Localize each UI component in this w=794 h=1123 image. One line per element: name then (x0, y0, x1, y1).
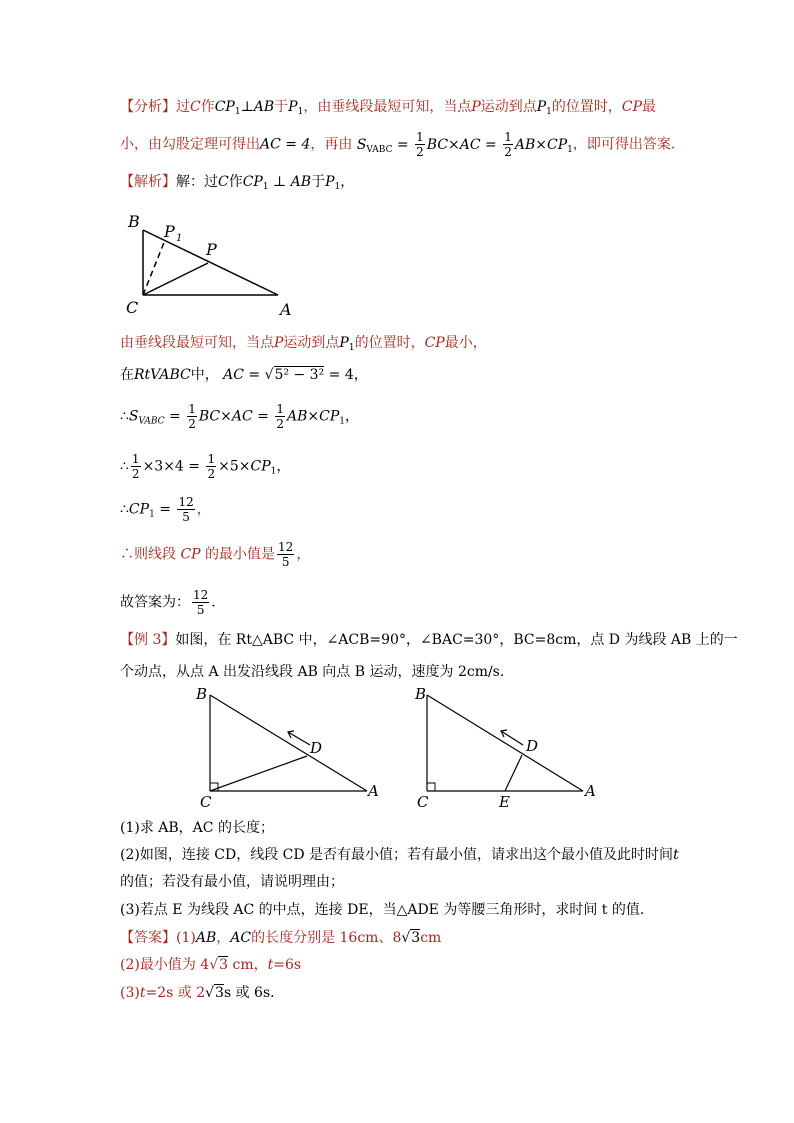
label-B: B (128, 212, 140, 231)
fig3-label-B: B (415, 685, 427, 703)
answer-tag: 【答案】 (120, 930, 176, 946)
question-2a: (2)如图，连接 CD，线段 CD 是否有最小值；若有最小值，请求出这个最小值及此时时间t (120, 847, 679, 863)
fig2-label-C: C (200, 793, 212, 808)
figure-left (190, 683, 390, 808)
step-3: $\therefore S_{VABC}$ = $\frac{1}{2}$ BC×AC = $\frac{1}{2}$ $AB\times CP_1$， (120, 402, 359, 431)
final-answer: 故答案为： $\frac{12}{5}$ ． (120, 588, 226, 617)
solution-tag: 【解析】 (120, 174, 176, 190)
analysis-line-2: 小，由勾股定理可得出AC = 4，再由 $S_{VABC}$ = $\frac{1}{2}$ BC×AC = $\frac{1}{2}$ $AB\times CP_1$，即可得出答案． (120, 130, 685, 159)
answer-3: (3)t=2s 或 2√3s 或 6s． (120, 985, 285, 1001)
question-3: (3)若点 E 为线段 AC 的中点，连接 DE，当△ADE 为等腰三角形时，求时间 t 的值. (120, 902, 645, 918)
label-P1: P (164, 222, 175, 241)
fig2-label-D: D (310, 739, 323, 757)
figure-right (405, 683, 605, 808)
example-line-2: 个动点，从点 A 出发沿线段 AB 向点 B 运动，速度为 2cm/s. (120, 664, 505, 680)
label-P: P (206, 240, 217, 259)
label-A: A (280, 300, 292, 319)
step-1: 由垂线段最短可知，当点P运动到点$P_1$的位置时，CP最小， (120, 335, 487, 353)
step-4: ∴ $\frac{1}{2}$ ×3×4 = $\frac{1}{2}$ $\times 5\times CP_1$， (120, 452, 291, 481)
svg-text:1: 1 (176, 233, 183, 244)
answer-2: (2)最小值为 4√3 cm，t=6s (120, 957, 302, 973)
example-line-1: 【例 3】如图，在 Rt△ABC 中，∠ACB=90°，∠BAC=30°，BC=8cm，点 D 为线段 AB 上的一 (120, 632, 738, 648)
fig2-label-B: B (196, 685, 208, 703)
fig2-label-A: A (368, 782, 379, 800)
answer-1: 【答案】(1)AB，AC的长度分别是 16cm、8√3cm (120, 930, 442, 946)
analysis-tag: 【分析】 (120, 99, 176, 115)
figure-triangle-p (120, 205, 320, 320)
question-2b: 的值；若没有最小值，请说明理由； (120, 874, 344, 890)
fig3-label-C: C (417, 793, 429, 808)
step-2: 在RtVABC中， AC = √5² − 3² = 4， (120, 367, 368, 383)
step-6: ∴则线段 CP 的最小值是 $\frac{12}{5}$ ， (120, 540, 311, 569)
example-tag: 【例 3】 (120, 632, 176, 648)
solution-line: 【解析】解：过C作$CP_1$ ⊥ AB于$P_1$， (120, 174, 355, 192)
fig3-label-A: A (585, 782, 596, 800)
label-C: C (126, 298, 139, 317)
area-formula: $S_{VABC}$ = $\frac{1}{2}$ BC×AC = $\frac{1}{2}$ $AB\times CP_1$ (356, 130, 573, 159)
fig3-label-E: E (499, 793, 510, 808)
analysis-line-1: 【分析】过C作$CP_1\perp AB$于$P_1$，由垂线段最短可知，当点P运动到点$P_1$的位置时，CP最 (120, 99, 657, 117)
fig3-label-D: D (526, 737, 539, 755)
step-5: $\therefore CP_1$ = $\frac{12}{5}$ ， (120, 495, 211, 524)
question-1: (1)求 AB，AC 的长度； (120, 820, 274, 836)
